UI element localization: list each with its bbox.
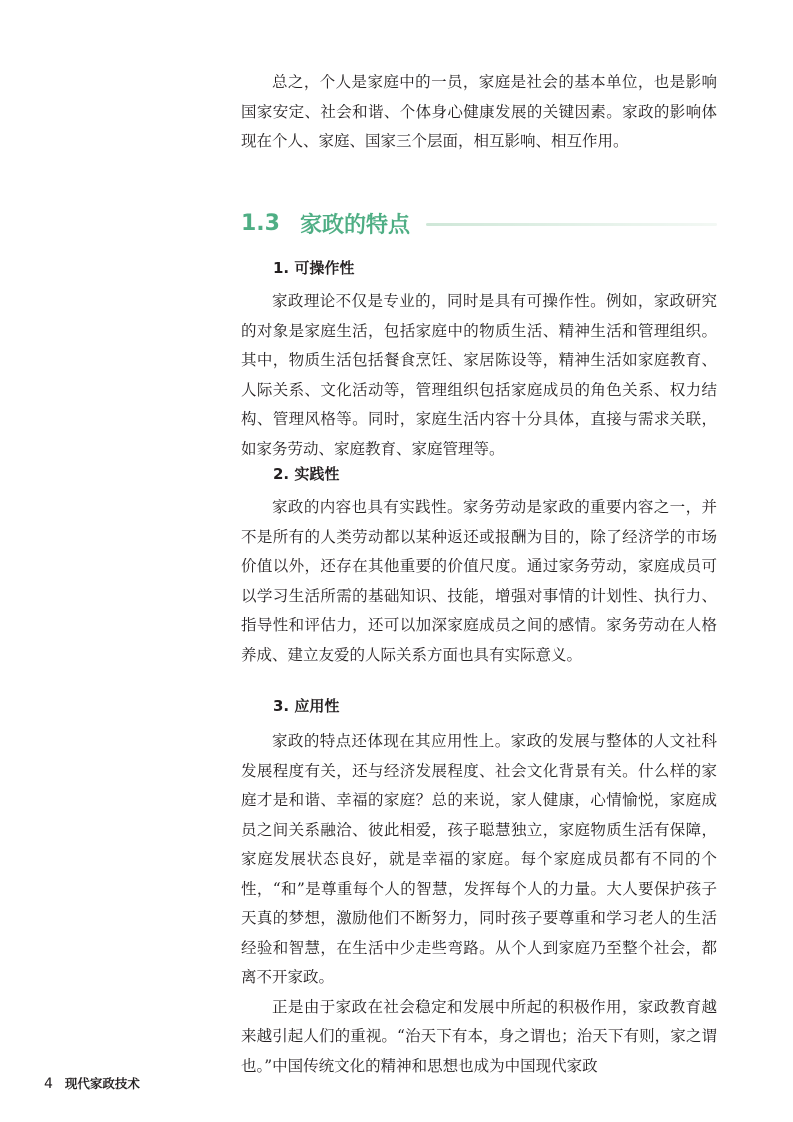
paragraph-practicality: 家政的内容也具有实践性。家务劳动是家政的重要内容之一，并不是所有的人类劳动都以某种返还或报酬为目的，除了经济学的市场价值以外，还存在其他重要的价值尺度。通过家务劳动，家庭成员可以学习生活所需的基础知识、技能，增强对事情的计划性、执行力、指导性和评估力，还可以加深家庭成员之间的感情。家务劳动在人格养成、建立友爱的人际关系方面也具有实际意义。 <box>241 498 717 664</box>
section-heading <box>241 203 717 243</box>
subsection-body-applicability <box>241 727 717 1081</box>
intro-block <box>241 68 717 157</box>
intro-paragraph: 总之，个人是家庭中的一员，家庭是社会的基本单位，也是影响国家安定、社会和谐、个体身心健康发展的关键因素。家政的影响体现在个人、家庭、国家三个层面，相互影响、相互作用。 <box>241 73 717 150</box>
subsection-heading-operability: 1. 可操作性 <box>273 259 355 277</box>
subsection-body-practicality <box>241 493 717 670</box>
page-footer <box>44 1074 140 1092</box>
paragraph-education: 正是由于家政在社会稳定和发展中所起的积极作用，家政教育越来越引起人们的重视。“治天下有本，身之谓也；治天下有则，家之谓也。”中国传统文化的精神和思想也成为中国现代家政 <box>241 997 717 1075</box>
section-divider <box>426 223 717 226</box>
book-title: 现代家政技术 <box>64 1076 140 1091</box>
subsection-heading-practicality: 2. 实践性 <box>273 465 340 483</box>
paragraph-operability: 家政理论不仅是专业的，同时是具有可操作性。例如，家政研究的对象是家庭生活，包括家庭中的物质生活、精神生活和管理组织。其中，物质生活包括餐食烹饪、家居陈设等，精神生活如家庭教育、人际关系、文化活动等，管理组织包括家庭成员的角色关系、权力结构、管理风格等。同时，家庭生活内容十分具体，直接与需求关联，如家务劳动、家庭教育、家庭管理等。 <box>241 292 717 458</box>
section-number: 1.3 <box>241 210 280 236</box>
subsection-heading-applicability: 3. 应用性 <box>273 697 340 715</box>
section-title: 家政的特点 <box>299 212 410 238</box>
page-number: 4 <box>44 1076 53 1092</box>
subsection-body-operability <box>241 287 717 464</box>
paragraph-applicability: 家政的特点还体现在其应用性上。家政的发展与整体的人文社科发展程度有关，还与经济发展程度、社会文化背景有关。什么样的家庭才是和谐、幸福的家庭？总的来说，家人健康，心情愉悦，家庭成员之间关系融洽、彼此相爱，孩子聪慧独立，家庭物质生活有保障，家庭发展状态良好，就是幸福的家庭。每个家庭成员都有不同的个性，“和”是尊重每个人的智慧，发挥每个人的力量。大人要保护孩子天真的梦想，激励他们不断努力，同时孩子要尊重和学习老人的生活经验和智慧，在生活中少走些弯路。从个人到家庭乃至整个社会，都离不开家政。 <box>241 732 717 986</box>
